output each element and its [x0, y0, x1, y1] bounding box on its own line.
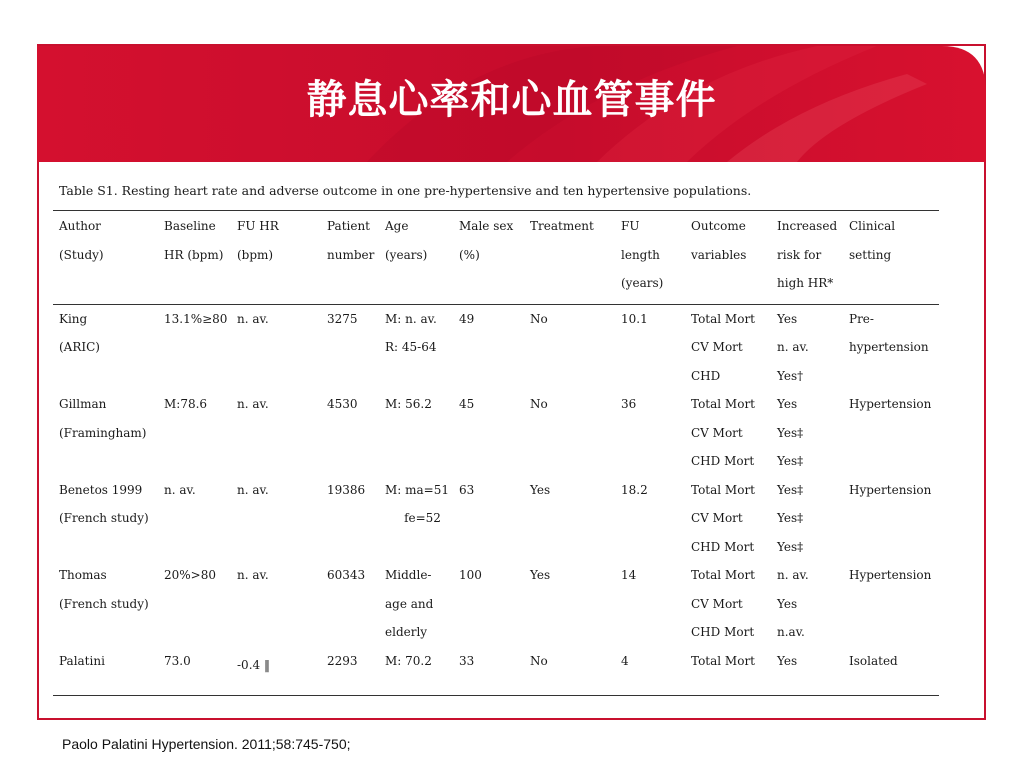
cell-risk: n. av. Yes n.av.: [777, 568, 809, 639]
table-container: [53, 183, 939, 696]
table-row: [53, 647, 939, 696]
cell-fu-length: 10.1: [621, 311, 648, 326]
cell-fu-hr: -0.4 ‖: [237, 657, 270, 672]
header-patient-number: Patient number: [327, 219, 375, 262]
cell-risk: Yes n. av. Yes†: [777, 311, 809, 383]
cell-author: Gillman (Framingham): [59, 397, 147, 440]
header-treatment: Treatment: [530, 219, 594, 233]
header-outcome-variables: Outcome variables: [691, 219, 747, 262]
cell-author: Thomas (French study): [59, 568, 149, 611]
cell-age: M: 70.2: [385, 653, 432, 668]
cell-male-sex: 33: [459, 653, 475, 668]
cell-baseline-hr: M:78.6: [164, 397, 208, 411]
cell-treatment: No: [530, 311, 548, 326]
header-baseline-hr: Baseline HR (bpm): [164, 219, 224, 262]
cell-outcome: Total Mort CV Mort CHD Mort: [691, 482, 755, 554]
header-fu-hr: FU HR (bpm): [237, 219, 279, 262]
cell-treatment: No: [530, 397, 548, 411]
cell-fu-length: 14: [621, 568, 637, 582]
table-header-row: [53, 211, 939, 305]
cell-male-sex: 45: [459, 397, 475, 411]
cell-clinical-setting: Hypertension: [849, 397, 932, 411]
slide-title: 静息心率和心血管事件: [306, 77, 717, 123]
table-caption: Table S1. Resting heart rate and adverse outcome in one pre-hypertensive and ten hypertensive populations.: [59, 183, 752, 198]
cell-author: King (ARIC): [59, 311, 100, 354]
cell-patient-number: 60343: [327, 568, 366, 582]
cell-age: M: 56.2: [385, 397, 432, 411]
cell-risk: Yes‡ Yes‡ Yes‡: [777, 482, 804, 554]
cell-male-sex: 100: [459, 568, 482, 582]
cell-clinical-setting: Hypertension: [849, 482, 932, 497]
cell-author: Palatini: [59, 653, 105, 668]
cell-fu-hr: n. av.: [237, 482, 269, 497]
cell-fu-hr: n. av.: [237, 397, 269, 411]
cell-outcome: Total Mort: [691, 653, 755, 668]
cell-baseline-hr: 73.0: [164, 653, 191, 668]
cell-outcome: Total Mort CV Mort CHD: [691, 311, 755, 383]
cell-baseline-hr: 20%>80: [164, 568, 216, 582]
cell-fu-length: 36: [621, 397, 637, 411]
cell-patient-number: 19386: [327, 482, 366, 497]
header-male-sex: Male sex (%): [459, 219, 514, 262]
cell-treatment: Yes: [530, 482, 551, 497]
cell-fu-hr: n. av.: [237, 311, 269, 326]
header-increased-risk: Increased risk for high HR*: [777, 219, 838, 290]
cell-age: Middle- age and elderly: [385, 568, 434, 639]
cell-fu-hr: n. av.: [237, 568, 269, 582]
cell-age: M: ma=51 fe=52: [385, 482, 450, 525]
cell-fu-length: 18.2: [621, 482, 648, 497]
table-row: [53, 304, 939, 390]
header-clinical-setting: Clinical setting: [849, 219, 896, 262]
cell-treatment: No: [530, 653, 548, 668]
table-row: [53, 390, 939, 476]
header-author: Author (Study): [59, 219, 104, 262]
cell-male-sex: 49: [459, 311, 475, 326]
cell-clinical-setting: Hypertension: [849, 568, 932, 582]
table-row: [53, 476, 939, 562]
cell-clinical-setting: Pre- hypertension: [849, 311, 929, 354]
header-fu-length: FU length (years): [621, 219, 664, 290]
cell-patient-number: 2293: [327, 653, 358, 668]
table-row: [53, 561, 939, 647]
cell-male-sex: 63: [459, 482, 475, 497]
cell-baseline-hr: n. av.: [164, 482, 196, 497]
cell-age: M: n. av. R: 45-64: [385, 311, 437, 354]
cell-patient-number: 4530: [327, 397, 358, 411]
header-age: Age (years): [385, 219, 428, 262]
cell-baseline-hr: 13.1%≥80: [164, 311, 228, 326]
cell-author: Benetos 1999 (French study): [59, 482, 149, 525]
cell-patient-number: 3275: [327, 311, 358, 326]
cell-fu-length: 4: [621, 653, 629, 668]
results-table: [53, 210, 939, 696]
cell-treatment: Yes: [530, 568, 551, 582]
cell-outcome: Total Mort CV Mort CHD Mort: [691, 568, 755, 639]
footer-citation: Paolo Palatini Hypertension. 2011;58:745-750;: [62, 736, 351, 752]
cell-outcome: Total Mort CV Mort CHD Mort: [691, 397, 755, 468]
cell-risk: Yes Yes‡ Yes‡: [777, 397, 804, 468]
cell-clinical-setting: Isolated: [849, 653, 898, 668]
cell-risk: Yes: [777, 653, 798, 668]
